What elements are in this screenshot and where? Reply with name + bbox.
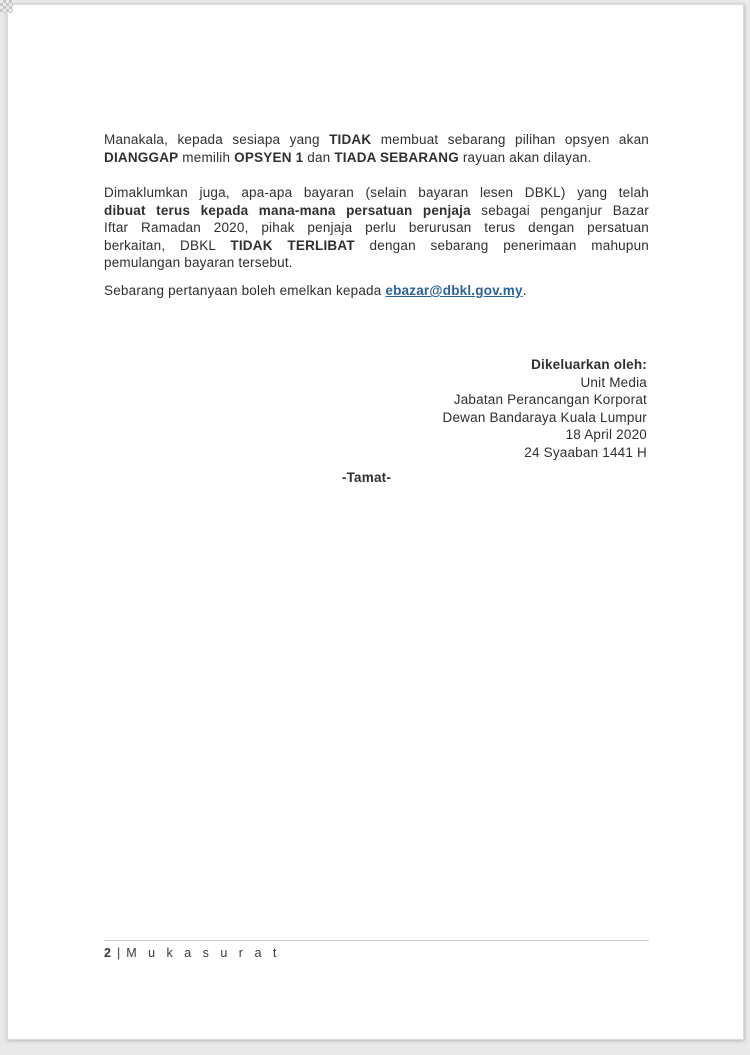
- text-segment: berkaitan, DBKL: [104, 237, 231, 253]
- issued-by-line: 24 Syaaban 1441 H: [524, 444, 647, 460]
- document-page: [7, 4, 744, 1040]
- paragraph-options-notice: [104, 131, 649, 166]
- text-segment: pemulangan bayaran tersebut.: [104, 255, 293, 270]
- text-segment: rayuan akan dilayan.: [458, 149, 592, 165]
- text-segment: DIANGGAP: [104, 149, 179, 165]
- text-segment: membuat sebarang pilihan opsyen akan: [371, 132, 649, 147]
- page-footer: [104, 940, 649, 960]
- text-segment: Manakala, kepada sesiapa yang: [104, 132, 330, 147]
- text-line: [104, 219, 649, 237]
- end-marker: -Tamat-: [341, 470, 392, 485]
- text-line: [104, 202, 649, 220]
- issued-by-line: Unit Media: [580, 374, 647, 390]
- email-link[interactable]: ebazar@dbkl.gov.my: [385, 283, 523, 298]
- text-line: [104, 131, 649, 149]
- issued-by-block: [443, 356, 647, 461]
- text-segment: memilih: [178, 149, 235, 165]
- text-segment: Iftar Ramadan 2020, pihak penjaja perlu berurusan terus dengan persatuan: [104, 220, 649, 235]
- text-segment: dibuat terus kepada mana-mana persatuan penjaja: [104, 202, 471, 218]
- scan-corner-artifact: [0, 0, 13, 13]
- text-line: [104, 149, 649, 167]
- text-line: [104, 184, 649, 202]
- issued-by-line: Jabatan Perancangan Korporat: [453, 392, 647, 407]
- text-line: [104, 237, 649, 255]
- text-segment: Sebarang pertanyaan boleh emelkan kepada: [104, 283, 386, 298]
- text-line: [104, 282, 649, 300]
- issued-by-line: Dewan Bandaraya Kuala Lumpur: [442, 409, 647, 425]
- text-segment: TIDAK: [329, 132, 372, 147]
- text-segment: TIADA SEBARANG: [334, 149, 459, 165]
- text-segment: sebagai penganjur Bazar: [470, 202, 649, 218]
- issued-by-heading: Dikeluarkan oleh:: [531, 357, 647, 372]
- text-segment: Dimaklumkan juga, apa-apa bayaran (selain bayaran lesen DBKL) yang telah: [104, 185, 649, 200]
- issued-by-line: 18 April 2020: [565, 427, 647, 442]
- text-segment: OPSYEN 1: [234, 149, 304, 165]
- text-segment: dengan sebarang penerimaan mahupun: [354, 237, 649, 253]
- footer-separator: |: [116, 946, 125, 960]
- footer-label: M u k a s u r a t: [126, 946, 281, 960]
- paragraph-contact: [104, 282, 649, 300]
- text-segment: TIDAK TERLIBAT: [230, 237, 355, 253]
- text-line: [104, 254, 649, 272]
- text-segment: dan: [303, 149, 335, 165]
- paragraph-payment-notice: [104, 184, 649, 272]
- footer-page-number: 2: [104, 946, 115, 960]
- text-segment: .: [522, 283, 527, 298]
